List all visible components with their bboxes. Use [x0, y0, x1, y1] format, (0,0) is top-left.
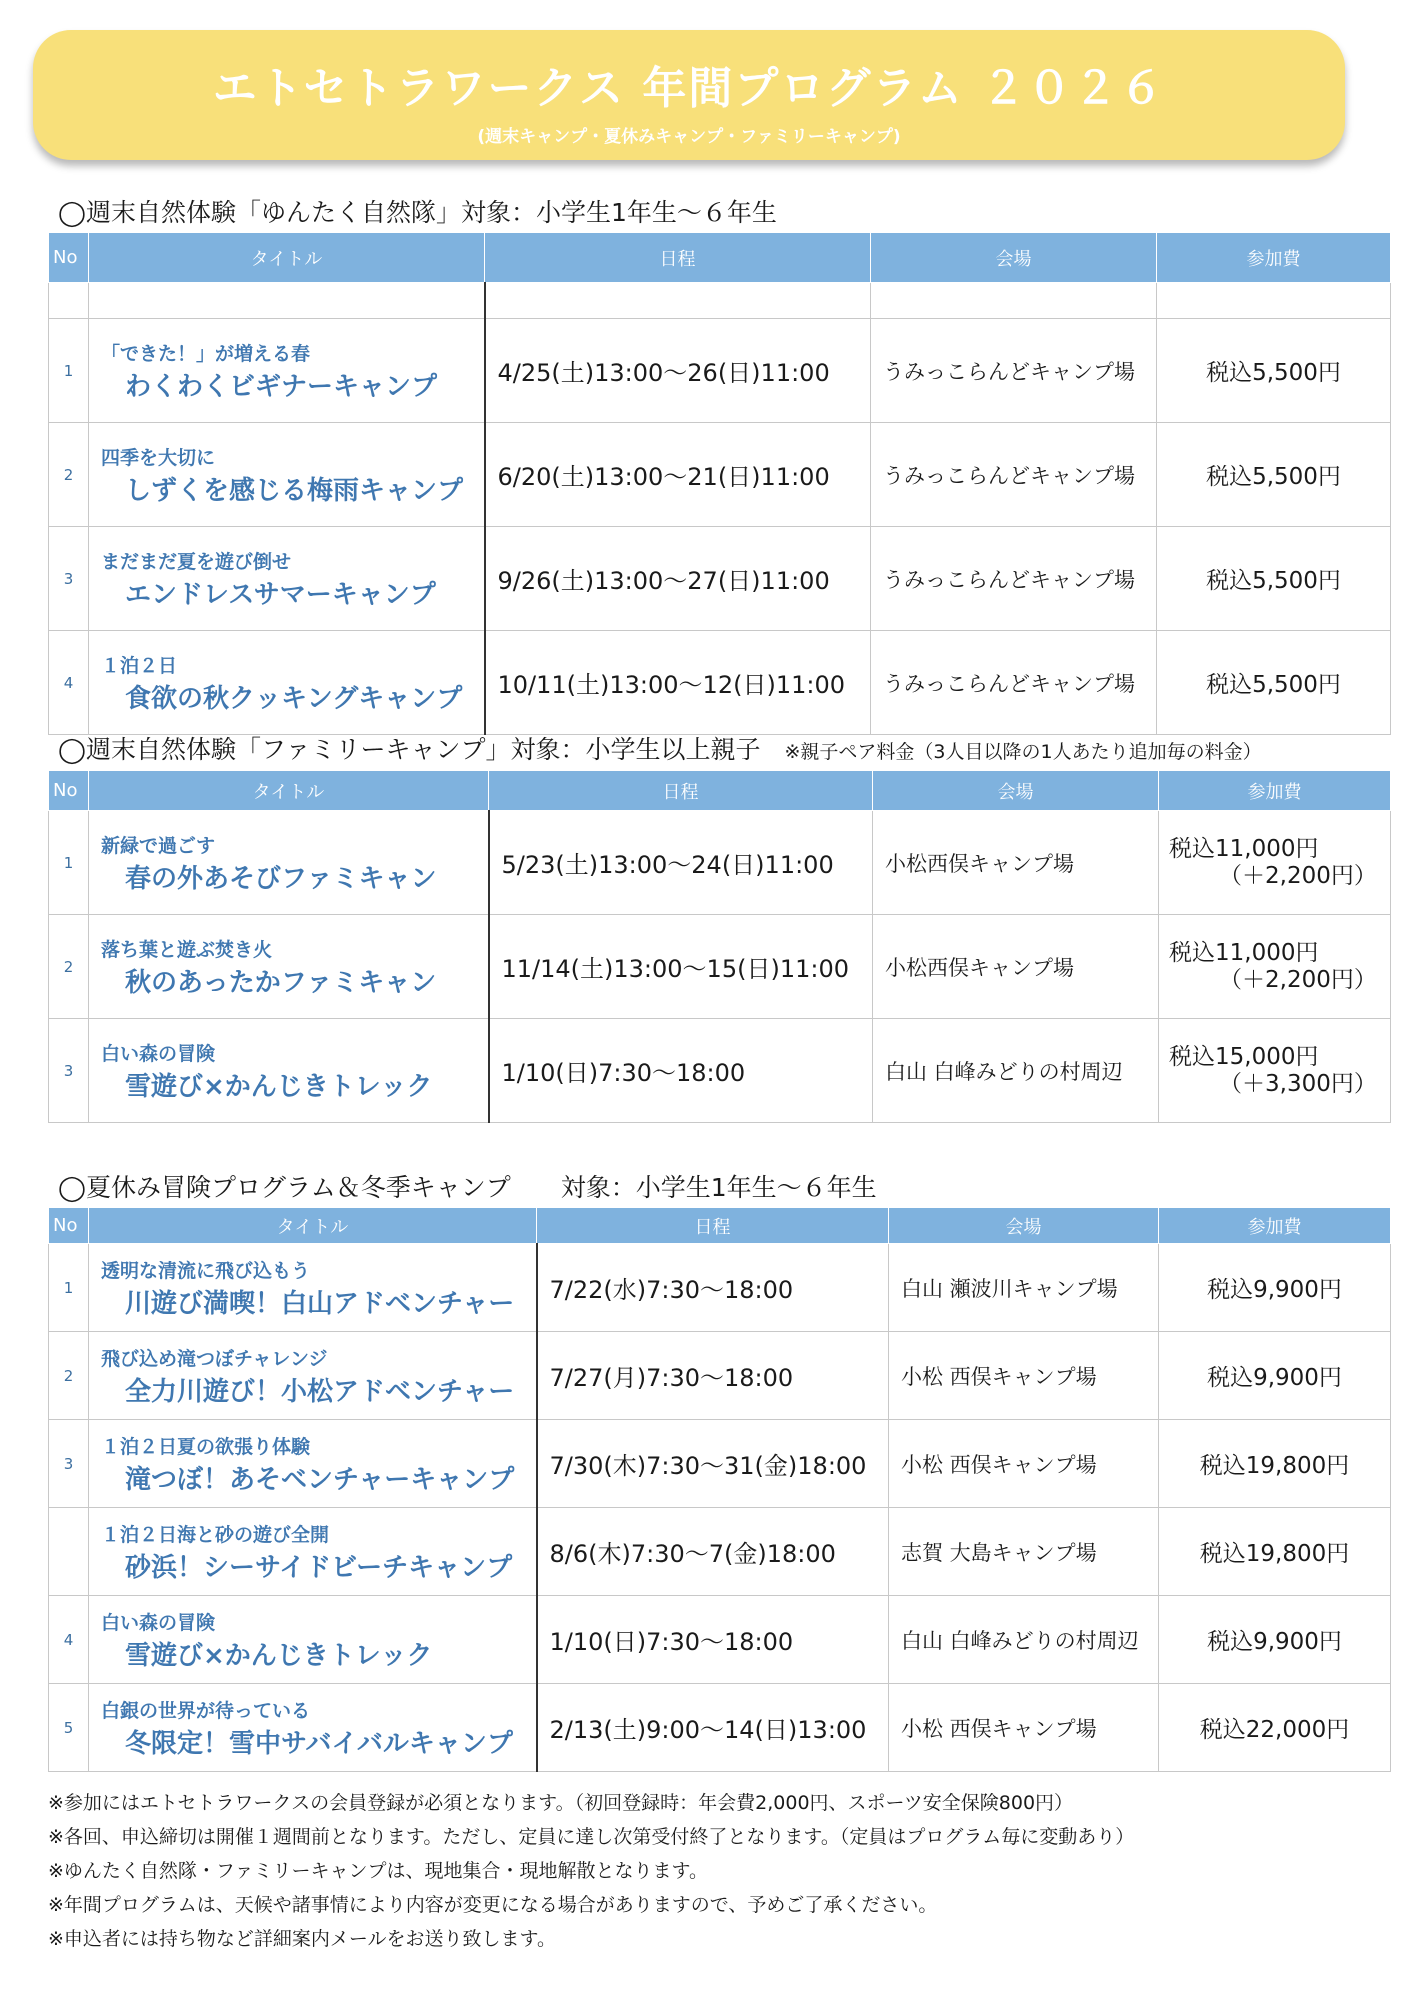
program-table-yuntaku	[48, 232, 1391, 735]
program-fee: 税込9,900円	[1159, 1596, 1391, 1684]
program-subtitle: 落ち葉と遊ぶ焚き火	[101, 938, 273, 961]
program-fee: 税込19,800円	[1159, 1508, 1391, 1596]
program-title-cell	[89, 631, 485, 735]
program-fee: 税込9,900円	[1159, 1244, 1391, 1332]
note-line: ※申込者には持ち物など詳細案内メールをお送り致します。	[48, 1928, 557, 1950]
program-fee-extra: （＋3,300円）	[1219, 1070, 1377, 1097]
table-row	[49, 811, 1391, 915]
program-date: 10/11(土)13:00〜12(日)11:00	[485, 631, 871, 735]
program-fee: 税込22,000円	[1159, 1684, 1391, 1772]
program-name: 秋のあったかファミキャン	[125, 967, 437, 998]
program-title-cell	[89, 319, 485, 423]
program-subtitle: 白銀の世界が待っている	[101, 1699, 311, 1722]
row-number: 4	[49, 1596, 89, 1684]
table-row	[49, 423, 1391, 527]
column-header-venue: 会場	[889, 1208, 1159, 1244]
program-name: 春の外あそびファミキャン	[125, 863, 437, 894]
program-title-cell	[89, 423, 485, 527]
section-heading-text: ◯夏休み冒険プログラム＆冬季キャンプ 対象：小学生1年生〜６年生	[58, 1173, 877, 1202]
program-subtitle: １泊２日	[101, 654, 178, 677]
program-fee: 税込19,800円	[1159, 1420, 1391, 1508]
column-header-date: 日程	[537, 1208, 889, 1244]
column-header-title: タイトル	[89, 1208, 537, 1244]
program-subtitle: 「できた！」が増える春	[101, 342, 311, 365]
footer-notes	[48, 1786, 1134, 1956]
table-header-row	[49, 771, 1391, 811]
column-header-fee: 参加費	[1159, 771, 1391, 811]
program-venue: 小松 西俣キャンプ場	[889, 1332, 1159, 1420]
table-row	[49, 1332, 1391, 1420]
note-line: ※各回、申込締切は開催１週間前となります。ただし、定員に達し次第受付終了となります。（定員はプログラム毎に変動あり）	[48, 1826, 1135, 1848]
program-name: 食欲の秋クッキングキャンプ	[125, 683, 463, 714]
column-header-date: 日程	[489, 771, 873, 811]
row-number: 1	[49, 811, 89, 915]
row-number: 3	[49, 527, 89, 631]
program-subtitle: １泊２日夏の欲張り体験	[101, 1435, 311, 1458]
program-fee-cell	[1159, 811, 1391, 915]
program-fee: 税込5,500円	[1157, 319, 1391, 423]
program-title-cell	[89, 1332, 537, 1420]
program-venue: 白山 白峰みどりの村周辺	[889, 1596, 1159, 1684]
column-header-date: 日程	[485, 233, 871, 283]
table-row	[49, 527, 1391, 631]
page-subtitle: (週末キャンプ・夏休みキャンプ・ファミリーキャンプ)	[477, 127, 901, 147]
table-row	[49, 915, 1391, 1019]
column-header-fee: 参加費	[1157, 233, 1391, 283]
section-heading-yuntaku	[58, 193, 777, 229]
program-subtitle: 白い森の冒険	[101, 1611, 216, 1634]
program-title-cell	[89, 1420, 537, 1508]
program-venue: 小松西俣キャンプ場	[873, 915, 1159, 1019]
program-fee-cell	[1159, 1019, 1391, 1123]
program-name: 冬限定！雪中サバイバルキャンプ	[125, 1728, 513, 1759]
program-venue: うみっこらんどキャンプ場	[871, 319, 1157, 423]
program-name: 砂浜！シーサイドビーチキャンプ	[125, 1552, 513, 1583]
column-header-venue: 会場	[873, 771, 1159, 811]
row-number: 3	[49, 1019, 89, 1123]
row-number: 1	[49, 1244, 89, 1332]
table-row	[49, 1684, 1391, 1772]
program-venue: 白山 白峰みどりの村周辺	[873, 1019, 1159, 1123]
column-header-no: No	[49, 771, 89, 811]
program-subtitle: １泊２日海と砂の遊び全開	[101, 1523, 330, 1546]
section-heading-text: ◯週末自然体験「ゆんたく自然隊」対象：小学生1年生〜６年生	[58, 198, 777, 227]
program-subtitle: 四季を大切に	[101, 446, 216, 469]
program-date: 4/25(土)13:00〜26(日)11:00	[485, 319, 871, 423]
table-row	[49, 1420, 1391, 1508]
spacer-row	[49, 283, 1391, 319]
program-name: わくわくビギナーキャンプ	[125, 371, 438, 402]
program-name: 川遊び満喫！白山アドベンチャー	[125, 1288, 515, 1319]
program-fee-extra: （＋2,200円）	[1219, 862, 1377, 889]
program-name: 雪遊び×かんじきトレック	[125, 1071, 433, 1102]
program-fee: 税込11,000円	[1169, 836, 1319, 863]
fee-note: ※親子ペア料金（3人目以降の1人あたり追加毎の料金）	[784, 741, 1262, 763]
program-title-cell	[89, 527, 485, 631]
program-date: 2/13(土)9:00〜14(日)13:00	[537, 1684, 889, 1772]
program-date: 8/6(木)7:30〜7(金)18:00	[537, 1508, 889, 1596]
column-header-fee: 参加費	[1159, 1208, 1391, 1244]
program-venue: うみっこらんどキャンプ場	[871, 527, 1157, 631]
program-name: エンドレスサマーキャンプ	[125, 579, 436, 610]
row-number: 2	[49, 1332, 89, 1420]
program-fee: 税込5,500円	[1157, 423, 1391, 527]
program-venue: 志賀 大島キャンプ場	[889, 1508, 1159, 1596]
program-title-cell	[89, 915, 489, 1019]
page-title: エトセトラワークス 年間プログラム ２０２６	[212, 63, 1166, 114]
program-fee: 税込9,900円	[1159, 1332, 1391, 1420]
program-date: 11/14(土)13:00〜15(日)11:00	[489, 915, 873, 1019]
program-name: 滝つぼ！あそベンチャーキャンプ	[125, 1464, 515, 1495]
program-title-cell	[89, 1244, 537, 1332]
column-header-no: No	[49, 1208, 89, 1244]
column-header-venue: 会場	[871, 233, 1157, 283]
program-fee-extra: （＋2,200円）	[1219, 966, 1377, 993]
row-number: 2	[49, 423, 89, 527]
header-banner	[33, 30, 1345, 160]
table-header-row	[49, 1208, 1391, 1244]
table-row	[49, 319, 1391, 423]
program-subtitle: 白い森の冒険	[101, 1042, 216, 1065]
program-fee-cell	[1159, 915, 1391, 1019]
program-date: 6/20(土)13:00〜21(日)11:00	[485, 423, 871, 527]
note-line: ※ゆんたく自然隊・ファミリーキャンプは、現地集合・現地解散となります。	[48, 1860, 709, 1882]
row-number: 4	[49, 631, 89, 735]
program-name: しずくを感じる梅雨キャンプ	[125, 475, 464, 506]
column-header-title: タイトル	[89, 233, 485, 283]
program-subtitle: 新緑で過ごす	[101, 834, 216, 857]
program-date: 9/26(土)13:00〜27(日)11:00	[485, 527, 871, 631]
row-number: 3	[49, 1420, 89, 1508]
row-number: 5	[49, 1684, 89, 1772]
section-heading-text: ◯週末自然体験「ファミリーキャンプ」対象：小学生以上親子	[58, 735, 761, 764]
program-venue: 小松西俣キャンプ場	[873, 811, 1159, 915]
program-venue: うみっこらんどキャンプ場	[871, 631, 1157, 735]
program-fee: 税込5,500円	[1157, 527, 1391, 631]
table-row	[49, 1244, 1391, 1332]
program-date: 7/27(月)7:30〜18:00	[537, 1332, 889, 1420]
program-fee: 税込11,000円	[1169, 940, 1319, 967]
section-heading-family	[58, 730, 1262, 766]
program-venue: 小松 西俣キャンプ場	[889, 1684, 1159, 1772]
column-header-no: No	[49, 233, 89, 283]
program-subtitle: 飛び込め滝つぼチャレンジ	[101, 1347, 328, 1370]
table-row	[49, 1508, 1391, 1596]
program-name: 全力川遊び！小松アドベンチャー	[125, 1376, 515, 1407]
program-table-summer-winter	[48, 1207, 1391, 1772]
program-title-cell	[89, 1508, 537, 1596]
program-title-cell	[89, 1596, 537, 1684]
program-date: 7/30(木)7:30〜31(金)18:00	[537, 1420, 889, 1508]
program-date: 1/10(日)7:30〜18:00	[489, 1019, 873, 1123]
table-header-row	[49, 233, 1391, 283]
program-fee: 税込5,500円	[1157, 631, 1391, 735]
program-venue: うみっこらんどキャンプ場	[871, 423, 1157, 527]
table-row	[49, 631, 1391, 735]
section-heading-summer-winter	[58, 1168, 877, 1204]
program-name: 雪遊び×かんじきトレック	[125, 1640, 433, 1671]
program-title-cell	[89, 811, 489, 915]
program-title-cell	[89, 1684, 537, 1772]
program-subtitle: まだまだ夏を遊び倒せ	[101, 550, 292, 573]
row-number: 2	[49, 915, 89, 1019]
program-subtitle: 透明な清流に飛び込もう	[101, 1259, 311, 1282]
program-date: 5/23(土)13:00〜24(日)11:00	[489, 811, 873, 915]
program-fee: 税込15,000円	[1169, 1044, 1319, 1071]
note-line: ※年間プログラムは、天候や諸事情により内容が変更になる場合がありますので、予めご了承ください。	[48, 1894, 938, 1916]
table-row	[49, 1019, 1391, 1123]
program-venue: 白山 瀬波川キャンプ場	[889, 1244, 1159, 1332]
row-number: 1	[49, 319, 89, 423]
program-date: 1/10(日)7:30〜18:00	[537, 1596, 889, 1684]
column-header-title: タイトル	[89, 771, 489, 811]
note-line: ※参加にはエトセトラワークスの会員登録が必須となります。（初回登録時：年会費2,000円、スポーツ安全保険800円）	[48, 1792, 1074, 1814]
program-title-cell	[89, 1019, 489, 1123]
program-date: 7/22(水)7:30〜18:00	[537, 1244, 889, 1332]
row-number	[49, 1508, 89, 1596]
table-row	[49, 1596, 1391, 1684]
program-table-family	[48, 770, 1391, 1123]
program-venue: 小松 西俣キャンプ場	[889, 1420, 1159, 1508]
